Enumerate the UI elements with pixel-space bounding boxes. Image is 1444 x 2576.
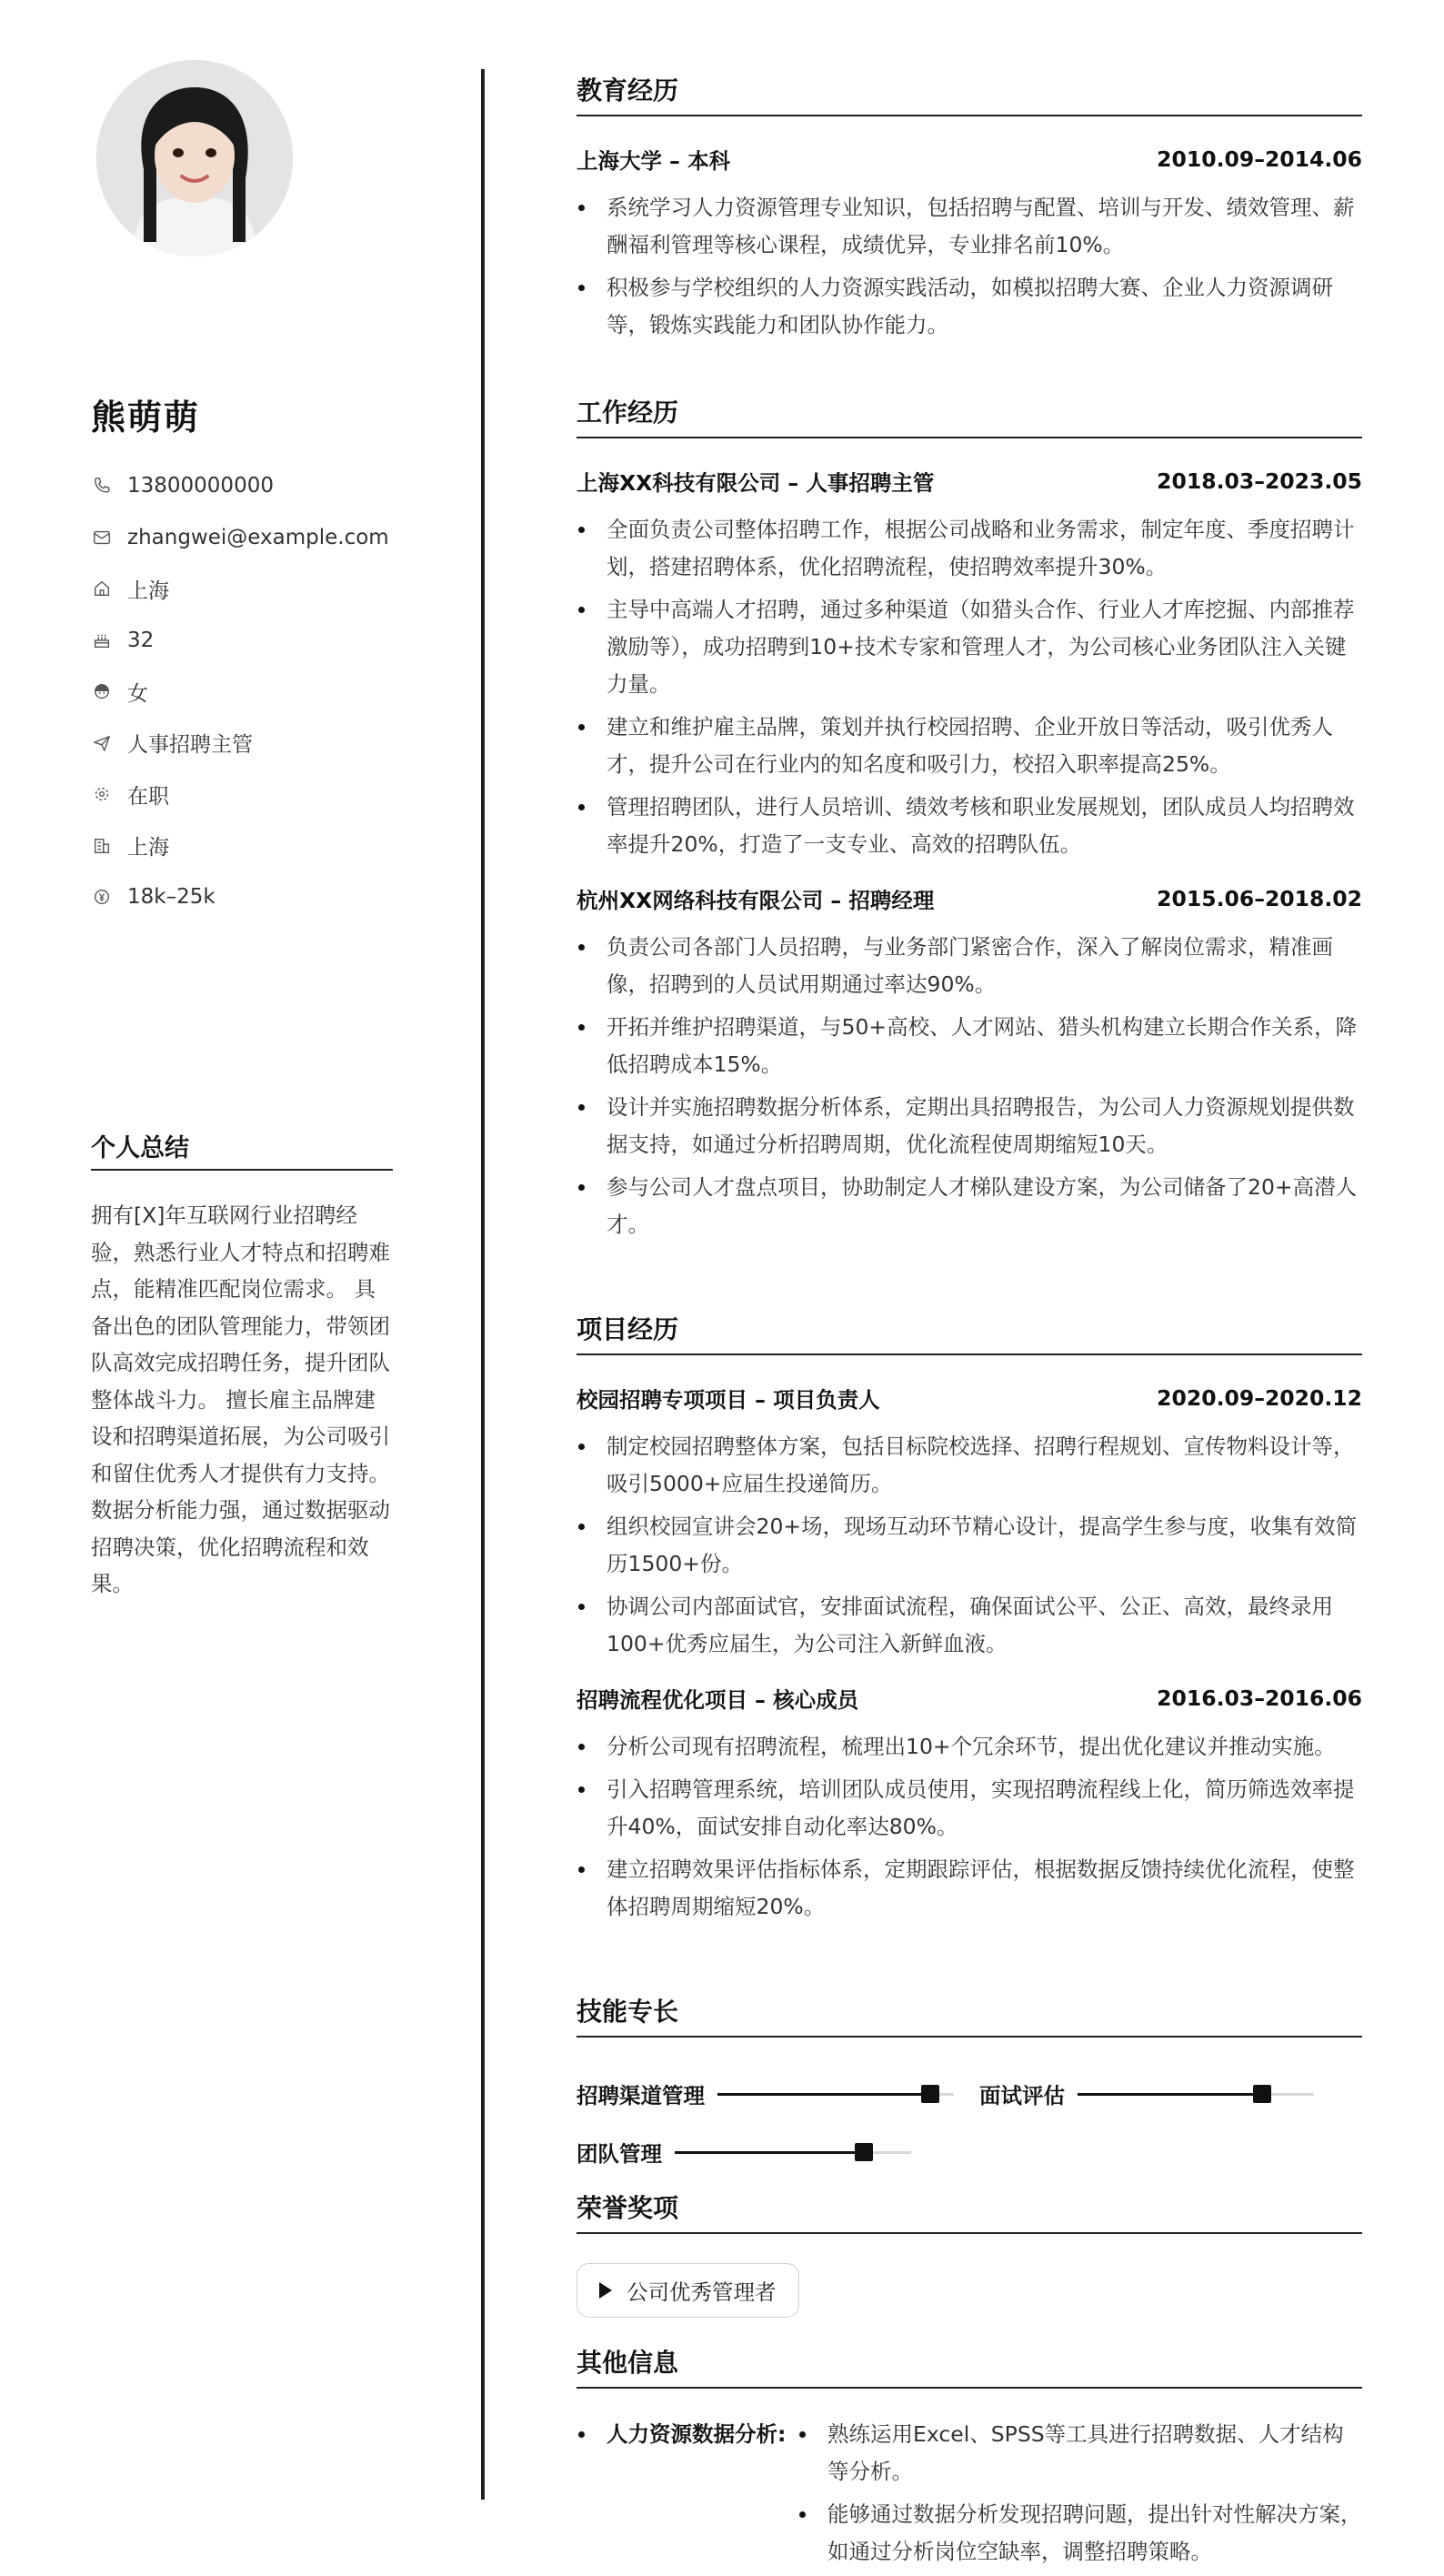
skill-label: 团队管理 — [577, 2141, 662, 2167]
list-item: 能够通过数据分析发现招聘问题，提出针对性解决方案，如通过分析岗位空缺率，调整招聘策略。 — [797, 2496, 1362, 2571]
send-icon — [91, 732, 113, 754]
work-entry-head — [577, 466, 1362, 497]
summary-text: 拥有[X]年互联网行业招聘经验，熟悉行业人才特点和招聘难点，能精准匹配岗位需求。 具备出色的团队管理能力，带领团队高效完成招聘任务，提升团队整体战斗力。 擅长雇主品牌建设和招聘渠道拓展，为公司吸引和留住优秀人才提供有力支持。 数据分析能力强，通过数据驱动招聘决策，优化招聘流程和效果。 — [91, 1202, 390, 1596]
awards-heading: 荣誉奖项 — [577, 2189, 1362, 2234]
building-icon — [91, 835, 113, 857]
list-item: 管理招聘团队，进行人员培训、绩效考核和职业发展规划，团队成员人均招聘效率提升20%，打造了一支专业、高效的招聘队伍。 — [577, 789, 1362, 863]
gender-icon — [91, 680, 113, 702]
entry-title: 招聘流程优化项目 – 核心成员 — [577, 1687, 859, 1713]
project-entry-head — [577, 1383, 1362, 1414]
award-chip — [577, 2263, 799, 2318]
work-bullets — [577, 929, 1362, 1243]
age-text: 32 — [127, 628, 155, 652]
entry-title: 上海XX科技有限公司 – 人事招聘主管 — [577, 470, 935, 496]
column-divider — [481, 69, 485, 2500]
awards-section — [577, 2189, 1362, 2318]
other-section — [577, 2343, 1362, 2576]
skill-row — [577, 2065, 1362, 2123]
education-heading: 教育经历 — [577, 71, 1362, 116]
projects-heading: 项目经历 — [577, 1310, 1362, 1355]
entry-date: 2020.09–2020.12 — [1157, 1385, 1362, 1411]
summary-heading: 个人总结 — [91, 1128, 393, 1171]
skill-row — [577, 2123, 1362, 2181]
list-item: 系统学习人力资源管理专业知识，包括招聘与配置、培训与开发、绩效管理、薪酬福利管理等核心课程，成绩优异，专业排名前10%。 — [577, 189, 1362, 264]
other-item-bullets — [797, 2416, 1362, 2576]
target-job-text: 人事招聘主管 — [127, 733, 253, 758]
skill-item — [979, 2078, 1314, 2109]
avatar-portrait-icon — [96, 60, 293, 257]
entry-date: 2010.09–2014.06 — [1157, 146, 1362, 172]
entry-title: 上海大学 – 本科 — [577, 148, 731, 174]
entry-date: 2018.03–2023.05 — [1157, 468, 1362, 494]
list-item: 设计并实施招聘数据分析体系，定期出具招聘报告，为公司人力资源规划提供数据支持，如通过分析招聘周期，优化流程使周期缩短10天。 — [577, 1089, 1362, 1163]
status-text: 在职 — [127, 784, 169, 809]
info-status — [91, 769, 393, 820]
city-text: 上海 — [127, 579, 169, 603]
info-age — [91, 615, 393, 667]
salary-text: 18k–25k — [127, 885, 216, 910]
list-item: 积极参与学校组织的人力资源实践活动，如模拟招聘大赛、企业人力资源调研等，锻炼实践能力和团队协作能力。 — [577, 269, 1362, 344]
info-gender — [91, 666, 393, 718]
list-item: 负责公司各部门人员招聘，与业务部门紧密合作，深入了解岗位需求，精准画像，招聘到的人员试用期通过率达90%。 — [577, 929, 1362, 1003]
info-email — [91, 512, 393, 564]
info-phone — [91, 460, 393, 512]
list-item: 引入招聘管理系统，培训团队成员使用，实现招聘流程线上化，简历筛选效率提升40%，面试安排自动化率达80%。 — [577, 1771, 1362, 1846]
skills-section — [577, 1992, 1362, 2181]
skills-list — [577, 2065, 1362, 2181]
phone-text: 13800000000 — [127, 474, 274, 498]
skill-item — [577, 2078, 954, 2109]
skill-item — [577, 2137, 911, 2168]
project-bullets — [577, 1428, 1362, 1663]
salary-icon — [91, 886, 113, 908]
list-item: 制定校园招聘整体方案，包括目标院校选择、招聘行程规划、宣传物料设计等，吸引5000+应届生投递简历。 — [577, 1428, 1362, 1503]
list-item: 熟练运用Excel、SPSS等工具进行招聘数据、人才结构等分析。 — [797, 2416, 1362, 2490]
work-heading: 工作经历 — [577, 393, 1362, 438]
other-heading: 其他信息 — [577, 2343, 1362, 2389]
entry-date: 2016.03–2016.06 — [1157, 1685, 1362, 1711]
list-item: 全面负责公司整体招聘工作，根据公司战略和业务需求，制定年度、季度招聘计划，搭建招聘体系，优化招聘流程，使招聘效率提升30%。 — [577, 511, 1362, 586]
skill-label: 面试评估 — [979, 2083, 1065, 2108]
list-item: 建立招聘效果评估指标体系，定期跟踪评估，根据数据反馈持续优化流程，使整体招聘周期缩短20%。 — [577, 1851, 1362, 1926]
info-salary — [91, 871, 393, 923]
education-entry-head — [577, 144, 1362, 175]
candidate-name: 熊萌萌 — [91, 397, 201, 438]
gender-text: 女 — [127, 681, 148, 706]
avatar — [96, 60, 293, 257]
cake-icon — [91, 629, 113, 651]
project-bullets — [577, 1728, 1362, 1926]
project-entry-head — [577, 1683, 1362, 1714]
skill-level-bar — [675, 2151, 911, 2154]
list-item: 建立和维护雇主品牌，策划并执行校园招聘、企业开放日等活动，吸引优秀人才，提升公司在行业内的知名度和吸引力，校招入职率提高25%。 — [577, 709, 1362, 783]
contact-info-list — [91, 460, 393, 923]
list-item: 组织校园宣讲会20+场，现场互动环节精心设计，提高学生参与度，收集有效简历1500+份。 — [577, 1508, 1362, 1583]
info-city — [91, 563, 393, 615]
phone-icon — [91, 475, 113, 497]
education-section — [577, 71, 1362, 349]
info-target-city — [91, 820, 393, 872]
education-bullets — [577, 189, 1362, 344]
work-section — [577, 393, 1362, 1249]
work-bullets — [577, 511, 1362, 863]
entry-title: 杭州XX网络科技有限公司 – 招聘经理 — [577, 888, 935, 913]
list-item: 协调公司内部面试官，安排面试流程，确保面试公平、公正、高效，最终录用100+优秀应届生，为公司注入新鲜血液。 — [577, 1588, 1362, 1663]
work-entry-head — [577, 883, 1362, 914]
skills-heading: 技能专长 — [577, 1992, 1362, 2038]
info-target-job — [91, 718, 393, 770]
list-item: 开拓并维护招聘渠道，与50+高校、人才网站、猎头机构建立长期合作关系，降低招聘成本15%。 — [577, 1009, 1362, 1083]
play-icon — [599, 2282, 612, 2299]
skill-label: 招聘渠道管理 — [577, 2083, 705, 2108]
home-icon — [91, 578, 113, 599]
target-city-text: 上海 — [127, 836, 169, 860]
projects-section — [577, 1310, 1362, 1931]
list-item: 参与公司人才盘点项目，协助制定人才梯队建设方案，为公司储备了20+高潜人才。 — [577, 1169, 1362, 1243]
status-icon — [91, 783, 113, 805]
entry-date: 2015.06–2018.02 — [1157, 886, 1362, 911]
email-text: zhangwei@example.com — [127, 525, 389, 549]
other-item-label: 人力资源数据分析: — [577, 2416, 797, 2576]
other-item — [577, 2416, 1362, 2576]
list-item: 主导中高端人才招聘，通过多种渠道（如猎头合作、行业人才库挖掘、内部推荐激励等），成功招聘到10+技术专家和管理人才，为公司核心业务团队注入关键力量。 — [577, 591, 1362, 703]
list-item: 分析公司现有招聘流程，梳理出10+个冗余环节，提出优化建议并推动实施。 — [577, 1728, 1362, 1766]
mail-icon — [91, 527, 113, 548]
other-list — [577, 2416, 1362, 2576]
skill-level-bar — [717, 2093, 954, 2096]
skill-level-bar — [1078, 2093, 1314, 2096]
entry-title: 校园招聘专项项目 – 项目负责人 — [577, 1387, 880, 1413]
award-label: 公司优秀管理者 — [627, 2279, 777, 2305]
